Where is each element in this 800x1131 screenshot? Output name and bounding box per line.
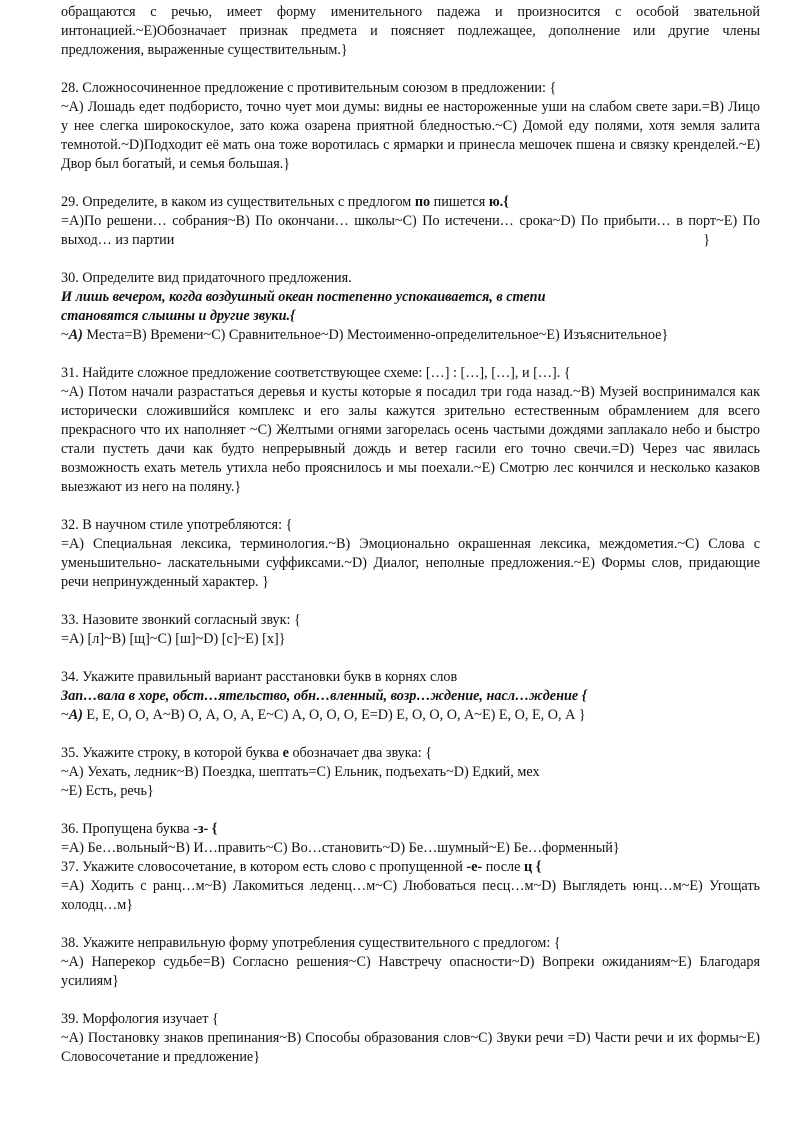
question-34-words: Зап…вала в хоре, обст…ятельство, обн…вленный, возр…ждение, насл…ждение { [61,688,587,704]
question-32-title: 32. В научном стиле употребляются: { [61,517,293,533]
question-37 [61,858,760,915]
question-34-title: 34. Укажите правильный вариант расстановки букв в корнях слов [61,669,458,685]
question-36 [61,820,760,858]
question-30-sentence-line-2: становятся слышны и другие звуки.{ [61,308,295,324]
question-35-title [61,744,760,763]
question-37-consonant: ц { [523,859,542,875]
question-29 [61,193,760,250]
question-39-options: ~A) Постановку знаков препинания~B) Способы образования слов~C) Звуки речи =D) Части речи и их формы~E) Словосочетание и предложение} [61,1030,760,1065]
question-35-options-line-2: ~E) Есть, речь} [61,783,154,799]
question-36-options: =A) Бе…вольный~B) И…править~C) Во…становить~D) Бе…шумный~E) Бе…форменный} [61,840,620,856]
question-32-options: =A) Специальная лексика, терминология.~B) Эмоционально окрашенная лексика, междометия.~C) Слова с уменьшительно- ласкательными суффиксами.~D) Диалог, неполные предложения.~E) Формы слов, придающие речи непринужденный характер. } [61,536,760,590]
question-33-title: 33. Назовите звонкий согласный звук: { [61,612,301,628]
question-30-title: 30. Определите вид придаточного предложения. [61,270,352,286]
question-36-title [61,820,760,839]
question-30-sentence-line-1: И лишь вечером, когда воздушный океан постепенно успокаивается, в степи [61,289,546,305]
question-31-options: ~A) Потом начали разрастаться деревья и кусты которые я посадил три года назад.~B) Музей воспринимался как исторически сложившийся комплекс и его залы кажутся зрительно естественным обрамлением для всего прекрасного что их наполняет ~C) Желтыми огнями загорелась осень частыми дождями заплакало небо и быстро стали пустеть дачи как будто непрерывный дождь и ветер гасили его точно свечи.=D) Через час явилась возможность ехать метель утихла небо прояснилось и мы поехали.~E) Смотрю лес кончился и несколько казаков выезжают из него на поляну.} [61,384,760,495]
intro-text: обращаются с речью, имеет форму именительного падежа и произносится с особой звательной интонацией.~E)Обозначает признак предмета и поясняет подлежащее, дополнение или другие члены предложения, выраженные существительным.} [61,4,760,58]
question-30 [61,269,760,345]
question-38-options: ~A) Наперекор судьбе=B) Согласно решения~C) Навстречу опасности~D) Вопреки ожиданиям~E) Благодаря усилиям} [61,954,760,989]
question-35-title-text: 35. Укажите строку, в которой буква [61,745,283,761]
question-34-option-prefix: ~ [61,707,69,723]
question-29-letter: ю.{ [488,194,509,210]
question-37-options: =A) Ходить с ранц…м~B) Лакомиться леденц…м~C) Любоваться песц…м~D) Выглядеть юнц…м~E) Угощать холодц…м} [61,878,760,913]
question-35-title-end: обозначает два звука: { [288,745,433,761]
question-32 [61,516,760,592]
question-29-title-mid: пишется [430,194,489,210]
question-39-title: 39. Морфология изучает { [61,1011,219,1027]
question-29-title [61,193,760,212]
question-29-preposition: по [414,194,431,210]
question-35 [61,744,760,801]
question-30-option-a: A) [68,327,83,343]
question-35-options-line-1: ~A) Уехать, ледник~B) Поездка, шептать=C) Ельник, подъехать~D) Едкий, мех [61,764,540,780]
question-29-options [61,212,760,250]
question-34-options [61,706,760,725]
question-38-title: 38. Укажите неправильную форму употребления существительного с предлогом: { [61,935,561,951]
question-29-options-text: =A)По решени… собрания~B) По окончани… школы~C) По истечени… срока~D) По прибыти… в порт~E) По выход… из партии [61,213,760,248]
question-28-title: 28. Сложносочиненное предложение с противительным союзом в предложении: { [61,80,557,96]
question-37-letter: -е- [466,859,483,875]
question-34-options-text: Е, Е, О, О, А~B) О, А, О, А, Е~C) А, О, О, О, Е=D) Е, О, О, О, А~E) Е, О, Е, О, А } [82,707,586,723]
question-33-options: =A) [л]~B) [щ]~C) [ш]~D) [с]~E) [х]} [61,631,286,647]
question-34-option-a: A) [68,707,83,723]
question-31-title: 31. Найдите сложное предложение соответствующее схеме: […] : […], […], и […]. { [61,365,571,381]
question-36-letter: -з- { [193,821,218,837]
question-31 [61,364,760,497]
question-30-options-text: Места=B) Времени~C) Сравнительное~D) Местоименно-определительное~E) Изъяснительное} [82,327,669,343]
question-30-option-prefix: ~ [61,327,69,343]
question-33 [61,611,760,649]
question-29-title-text: 29. Определите, в каком из существительных с предлогом [61,194,415,210]
question-36-title-text: 36. Пропущена буква [61,821,194,837]
question-39 [61,1010,760,1067]
question-28-options: ~A) Лошадь едет подбористо, точно чует мои думы: видны ее настороженные уши на слабом свете зари.=B) Лицо у нее слегка широкоскулое, зато кожа озарена приятной бледностью.~C) Домой еду полями, хотя земля залита темнотой.~D)Подходит её мать она тоже воротилась с ярмарки и принесла мешочек пшена и связку кренделей.~E) Двор был богатый, и семья большая.} [61,99,760,172]
question-38 [61,934,760,991]
question-37-title-text: 37. Укажите словосочетание, в котором есть слово с пропущенной [61,859,467,875]
question-37-title [61,858,760,877]
question-29-closing-brace: } [703,232,710,248]
question-34 [61,668,760,725]
question-30-options [61,326,760,345]
question-37-title-mid: после [482,859,524,875]
question-35-letter: е [282,745,289,761]
intro-block [61,3,760,60]
question-28 [61,79,760,174]
